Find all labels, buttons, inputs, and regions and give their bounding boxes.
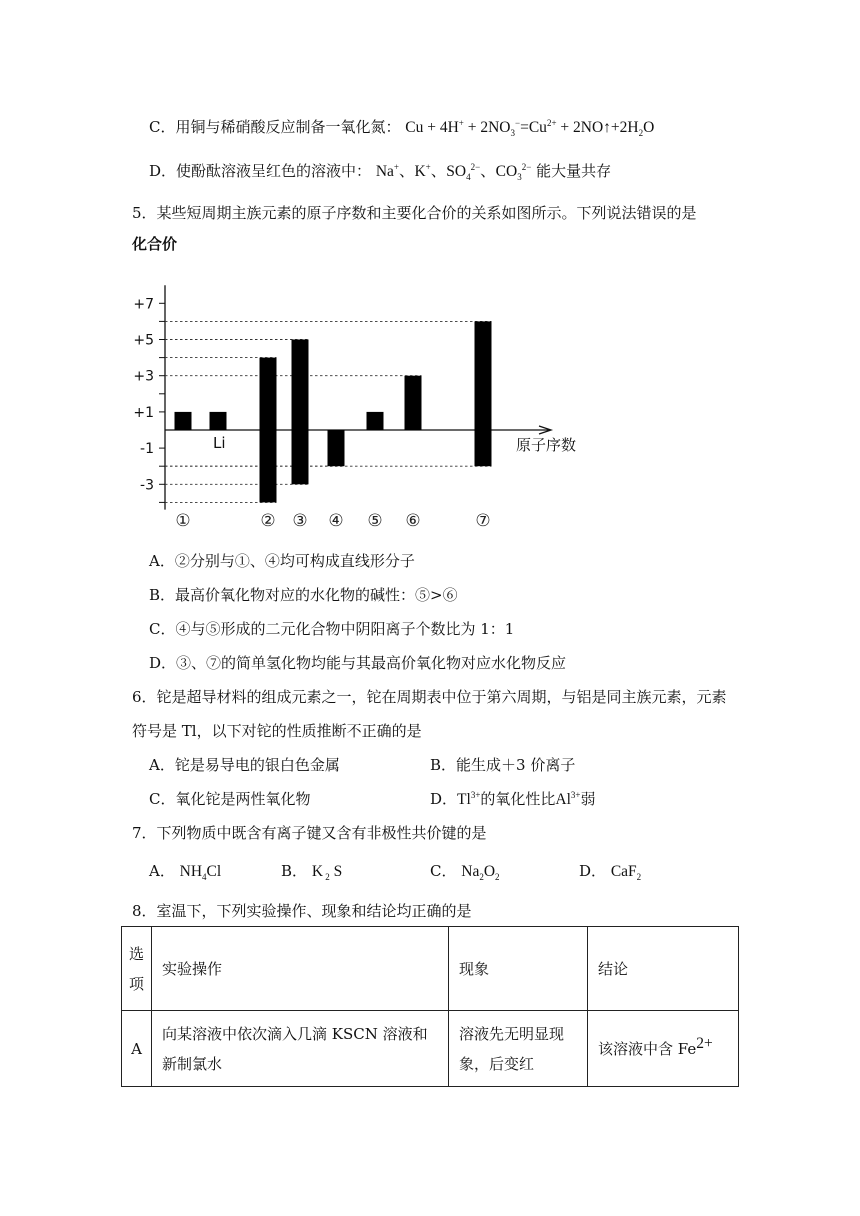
chart-element-label: ⑥ [405,511,421,531]
q7-option-b [281,861,342,882]
q7-option-c-label: C． [430,862,457,880]
y-tick-label: +3 [133,368,154,385]
chart-bar-positive [475,321,492,430]
chart-bar-positive [175,412,192,430]
q4-option-d-text: D．使酚酞溶液呈红色的溶液中： [149,162,372,180]
row-a-operation-line2: 新制氯水 [162,1054,223,1073]
q4-option-c-equation: $Cu + 4H^+ + 2NO_3^-=Cu^{2+}$ + $2NO↑+2H_2O$ [405,117,655,139]
q7-option-c [430,861,500,882]
chart-bar-positive [405,376,422,430]
q5-option-d: D．③、⑦的简单氢化物均能与其最高价氧化物对应水化物反应 [149,654,567,672]
q7-option-a [149,861,221,882]
y-tick-label: +7 [133,296,154,313]
chart-bar-negative [328,430,345,466]
q6-option-d-end: 弱 [580,790,596,808]
header-conclusion: 结论 [588,927,739,1011]
header-phenomenon: 现象 [449,927,588,1011]
q6-stem-line2: 符号是 Tl，以下对铊的性质推断不正确的是 [132,722,422,740]
row-a-phenomenon-line1: 溶液先无明显现 [459,1024,565,1043]
row-a-operation [152,1011,449,1087]
header-operation: 实验操作 [152,927,449,1011]
q8-experiment-table [121,926,739,1087]
q6-tl-ion: $Tl^{3+}$ [457,789,481,808]
q5-option-a: A．②分别与①、④均可构成直线形分子 [149,552,415,570]
row-a-phenomenon [449,1011,588,1087]
q6-option-b: B．能生成＋3 价离子 [430,756,576,774]
q6-option-a: A．铊是易导电的银白色金属 [149,756,340,774]
chart-element-label: ④ [328,511,344,531]
table-header-row [122,927,739,1011]
q4-option-d [149,161,611,182]
chart-bar-negative [260,430,277,502]
chart-inline-label-li: Li [213,434,226,452]
q7-option-a-label: A． [149,862,175,880]
q4-option-c [149,117,654,138]
q5-option-c: C．④与⑤形成的二元化合物中阴阳离子个数比为 1：1 [149,620,515,638]
chart-xlabel: 原子序数 [516,436,577,454]
valence-chart [130,228,610,538]
row-a-option: A [122,1011,152,1087]
y-tick-label: +1 [133,404,154,421]
row-a-conclusion-text: 该溶液中含 Fe [598,1039,697,1058]
chart-element-label: ③ [292,511,308,531]
q7-option-d-label: D． [579,862,607,880]
q7-na2o2: $Na_2O_2$ [461,863,500,883]
q7-nh4cl: $NH_4Cl$ [179,863,222,883]
row-a-fe-charge: 2+ [696,1034,713,1052]
chart-bar-negative [475,430,492,466]
y-tick-label: -3 [140,477,154,494]
q6-al-ion: $Al^{3+}$ [555,789,581,808]
q4-option-d-ions: Na+、K+、$SO_4^{2-}$、$CO_3^{2-}$ [375,161,532,183]
chart-element-label: ⑤ [367,511,383,531]
q6-option-d [430,789,596,810]
chart-bar-negative [292,430,309,484]
q5-stem: 5．某些短周期主族元素的原子序数和主要化合价的关系如图所示。下列说法错误的是 [132,204,697,222]
header-option-part2: 项 [128,974,144,993]
q4-option-c-text: C．用铜与稀硝酸反应制备一氧化氮： [149,118,401,136]
row-a-conclusion [588,1011,739,1087]
q6-stem-line1: 6．铊是超导材料的组成元素之一，铊在周期表中位于第六周期，与铝是同主族元素，元素 [132,688,727,706]
q7-k2s: K $_2$ S [311,863,343,883]
q7-caf2: CaF$_2$ [610,863,642,883]
q6-option-d-label: D． [430,790,458,808]
chart-element-label: ① [175,511,191,531]
chart-element-label: ② [260,511,276,531]
q5-option-b: B．最高价氧化物对应的水化物的碱性：⑤>⑥ [149,586,458,604]
q8-stem: 8．室温下，下列实验操作、现象和结论均正确的是 [132,902,472,920]
header-option [122,927,152,1011]
chart-bar-positive [292,340,309,431]
table-row [122,1011,739,1087]
y-tick-label: -1 [140,441,154,458]
chart-element-label: ⑦ [475,511,491,531]
q7-option-d [579,861,641,882]
row-a-operation-line1: 向某溶液中依次滴入几滴 KSCN 溶液和 [162,1024,428,1043]
chart-bars [175,321,492,502]
q7-stem: 7．下列物质中既含有离子键又含有非极性共价键的是 [132,824,487,842]
chart-bar-positive [260,358,277,430]
q6-option-d-mid: 的氧化性比 [480,790,556,808]
q4-option-d-suffix: 能大量共存 [536,162,612,180]
q7-option-b-label: B． [281,862,308,880]
row-a-phenomenon-line2: 象，后变红 [459,1054,535,1073]
q6-option-c: C．氧化铊是两性氧化物 [149,790,311,808]
chart-element-labels [175,511,490,531]
header-option-part1: 选 [128,944,144,963]
chart-bar-positive [367,412,384,430]
chart-bar-positive [210,412,227,430]
y-tick-label: +5 [133,332,154,349]
chart-ylabel: 化合价 [132,235,178,253]
